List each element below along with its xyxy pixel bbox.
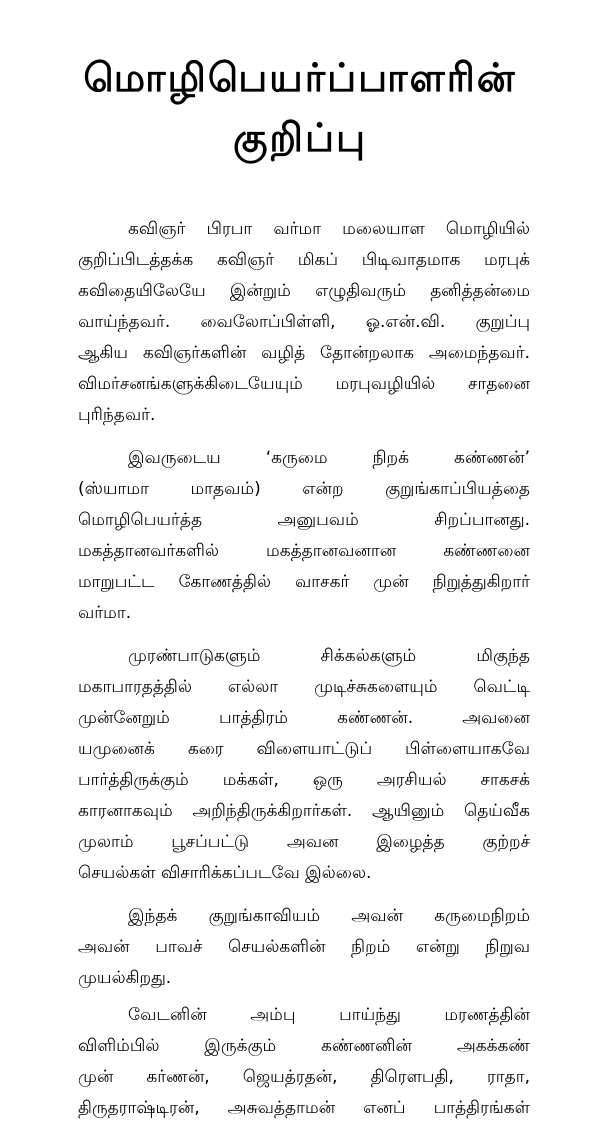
paragraph-line: முலாம் பூசப்பட்டு அவன இழைத்த குற்றச்	[78, 831, 530, 852]
paragraph-line: ஆகிய கவிஞர்களின் வழித் தோன்றலாக அமைந்தவர்.	[78, 342, 530, 363]
title-line-2: குறிப்பு	[232, 116, 368, 161]
paragraph-line: இந்தக் குறுங்காவியம் அவன் கருமைநிறம்	[128, 905, 530, 926]
paragraph-line: காரனாகவும் அறிந்திருக்கிறார்கள். ஆயினும் தெய்வீக	[78, 800, 530, 821]
paragraph-line: விளிம்பில் இருக்கும் கண்ணனின் அகக்கண்	[78, 1036, 530, 1057]
title-line-1: மொழிபெயர்ப்பாளரின்	[83, 56, 517, 101]
paragraph-line: மொழிபெயர்த்த அனுபவம் சிறப்பானது.	[78, 509, 530, 530]
paragraph-line: முயல்கிறது.	[78, 967, 172, 988]
paragraph-line: குறிப்பிடத்தக்க கவிஞர் மிகப் பிடிவாதமாக மரபுக்	[78, 250, 530, 270]
paragraph-line: வர்மா.	[78, 602, 132, 623]
paragraph-line: கவிதையிலேயே இன்றும் எழுதிவரும் தனித்தன்மை	[78, 280, 530, 301]
paragraph-line: விமர்சனங்களுக்கிடையேயும் மரபுவழியில் சாதனை	[78, 373, 530, 394]
paragraph-line: திருதராஷ்டிரன், அசுவத்தாமன் எனப் பாத்திரங்கள்	[78, 1098, 530, 1118]
paragraph-line: செயல்கள் விசாரிக்கப்படவே இல்லை.	[78, 862, 372, 883]
paragraph-line: மாறுபட்ட கோணத்தில் வாசகர் முன் நிறுத்துகிறார்	[78, 571, 530, 592]
paragraph-line: (ஸ்யாமா மாதவம்) என்ற குறுங்காப்பியத்தை	[78, 478, 530, 499]
paragraph-line: வாய்ந்தவர். வைலோப்பிள்ளி, ஓ.என்.வி. குறுப்பு	[78, 311, 530, 332]
paragraph-line: இவருடைய ‘கருமை நிறக் கண்ணன்’	[128, 447, 530, 468]
paragraph-line: முரண்பாடுகளும் சிக்கல்களும் மிகுந்த	[128, 645, 530, 666]
paragraph-line: புரிந்தவர்.	[78, 404, 156, 425]
paragraph-line: மகாபாரதத்தில் எல்லா முடிச்சுகளையும் வெட்டி	[78, 676, 530, 697]
paragraph-line: முன் கர்ணன், ஜெயத்ரதன், திரௌபதி, ராதா,	[78, 1067, 530, 1088]
paragraph-line: வேடனின் அம்பு பாய்ந்து மரணத்தின்	[128, 1005, 530, 1026]
paragraph-line: பார்த்திருக்கும் மக்கள், ஒரு அரசியல் சாகசக்	[78, 769, 530, 790]
paragraph-line: மகத்தானவர்களில் மகத்தானவனான கண்ணனை	[78, 540, 530, 561]
paragraph-line: முன்னேறும் பாத்திரம் கண்ணன். அவனை	[78, 707, 530, 728]
paragraph-line: கவிஞர் பிரபா வர்மா மலையாள மொழியில்	[128, 219, 530, 239]
paragraph-line: அவன் பாவச் செயல்களின் நிறம் என்று நிறுவ	[78, 936, 530, 957]
paragraph-line: யமுனைக் கரை விளையாட்டுப் பிள்ளையாகவே	[78, 738, 530, 759]
